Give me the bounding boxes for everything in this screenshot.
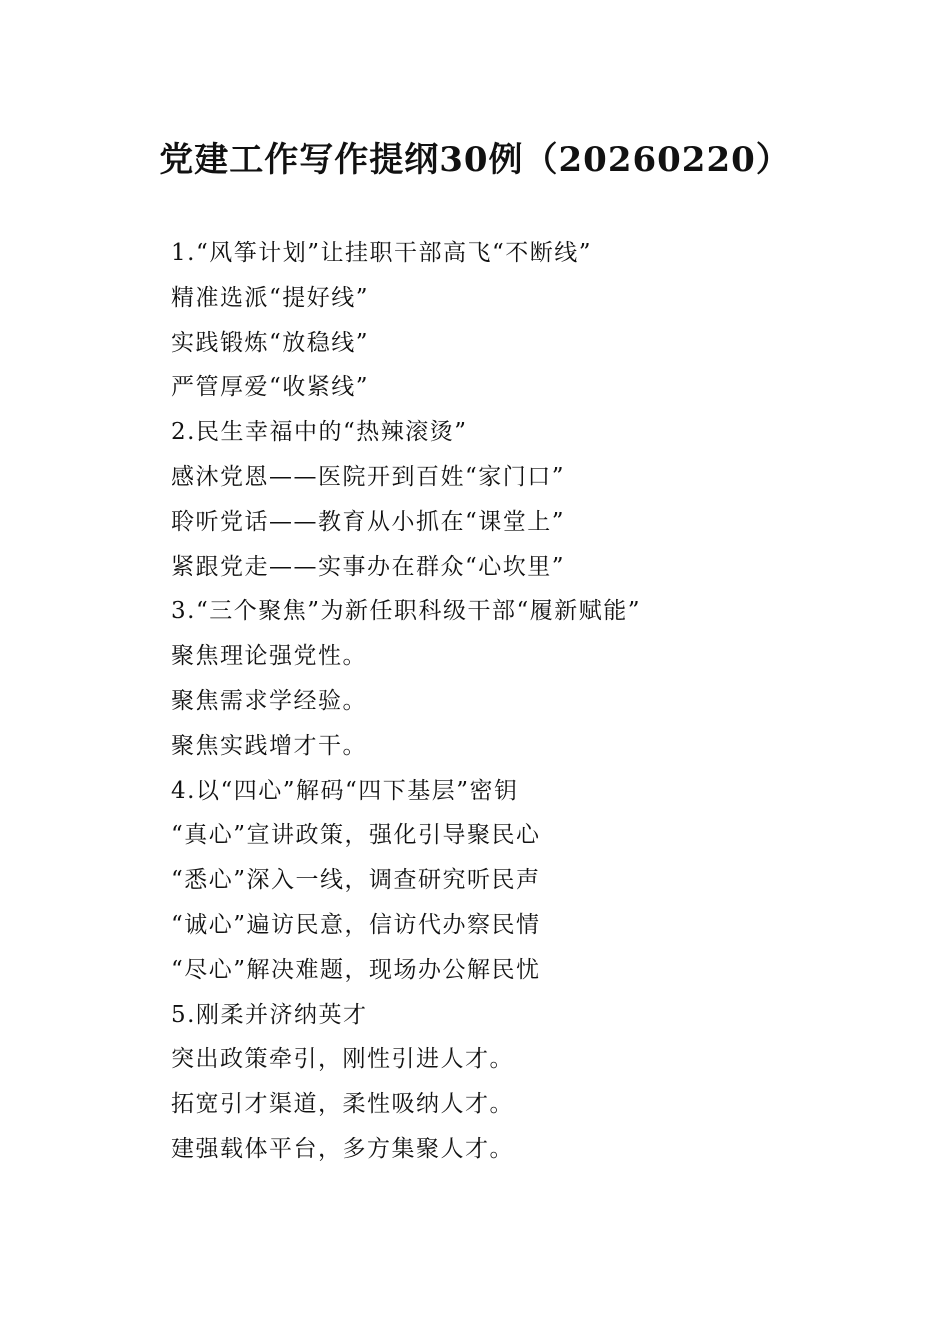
- document-title: 党建工作写作提纲30例（20260220）: [159, 140, 791, 180]
- outline-heading: 1.“风筝计划”让挂职干部高飞“不断线”: [171, 240, 592, 266]
- outline-item: 精准选派“提好线”: [171, 284, 370, 311]
- outline-item: “真心”宣讲政策，强化引导聚民心: [171, 822, 541, 849]
- outline-heading: 4.以“四心”解码“四下基层”密钥: [171, 777, 519, 804]
- outline-item: 紧跟党走——实事办在群众“心坎里”: [171, 553, 566, 580]
- outline-item: 实践锻炼“放稳线”: [171, 329, 370, 356]
- outline-item: 严管厚爱“收紧线”: [171, 374, 370, 401]
- outline-item: 突出政策牵引，刚性引进人才。: [171, 1046, 514, 1073]
- outline-item: “诚心”遍访民意，信访代办察民情: [171, 911, 541, 938]
- outline-item: 聚焦理论强党性。: [171, 643, 367, 670]
- outline-heading: 2.民生幸福中的“热辣滚烫”: [171, 419, 468, 446]
- outline-list: [171, 231, 871, 1172]
- outline-heading: 5.刚柔并济纳英才: [171, 1001, 368, 1028]
- outline-item: 感沐党恩——医院开到百姓“家门口”: [171, 463, 566, 490]
- outline-item: 拓宽引才渠道，柔性吸纳人才。: [171, 1091, 514, 1118]
- outline-item: 聚焦需求学经验。: [171, 687, 367, 714]
- outline-item: “悉心”深入一线，调查研究听民声: [171, 867, 541, 894]
- outline-item: 建强载体平台，多方集聚人才。: [171, 1135, 514, 1162]
- outline-item: 聆听党话——教育从小抓在“课堂上”: [171, 508, 566, 535]
- outline-item: “尽心”解决难题，现场办公解民忧: [171, 956, 541, 983]
- outline-heading: 3.“三个聚焦”为新任职科级干部“履新赋能”: [171, 598, 641, 625]
- outline-item: 聚焦实践增才干。: [171, 732, 367, 759]
